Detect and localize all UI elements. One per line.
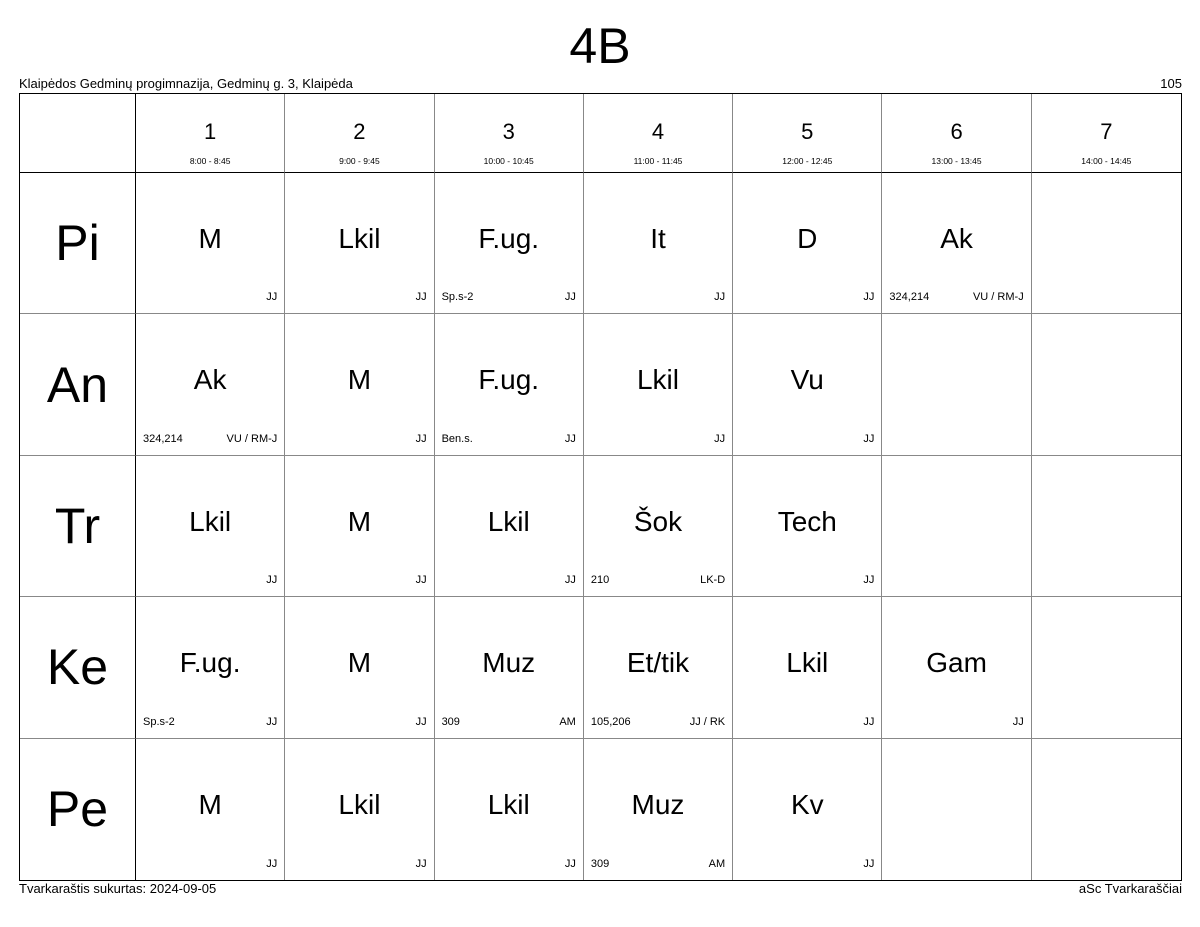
lesson-subject: Lkil [189, 505, 232, 537]
lesson-cell [136, 739, 285, 880]
lesson-teacher: JJ [863, 574, 875, 587]
lesson-teacher: JJ [863, 291, 875, 304]
lesson-teacher: JJ [564, 857, 576, 870]
lesson-cell [136, 314, 285, 455]
lesson-subject: Ak [193, 364, 227, 396]
software-credit: aSc Tvarkaraščiai [1078, 881, 1182, 896]
period-time: 10:00 - 10:45 [483, 156, 534, 166]
day-label: An [46, 356, 109, 413]
lesson-teacher: JJ [415, 432, 427, 445]
period-header [584, 94, 733, 173]
lesson-subject: Tech [777, 505, 837, 537]
lesson-subject: F.ug. [478, 364, 540, 396]
lesson-teacher: JJ [564, 291, 576, 304]
lesson-cell [435, 314, 584, 455]
period-number: 4 [651, 119, 665, 144]
day-label: Pe [46, 781, 109, 838]
lesson-teacher: JJ [415, 574, 427, 587]
lesson-teacher: JJ [564, 574, 576, 587]
lesson-cell [882, 739, 1031, 880]
lesson-subject: D [797, 223, 818, 254]
period-time: 11:00 - 11:45 [633, 156, 683, 166]
lesson-cell [136, 597, 285, 738]
lesson-room: Sp.s-2 [143, 715, 175, 728]
day-label: Ke [46, 639, 109, 696]
lesson-subject: Lkil [487, 505, 530, 537]
lesson-room: 324,214 [889, 291, 930, 304]
lesson-subject: M [347, 647, 372, 679]
lesson-subject: Gam [926, 647, 987, 679]
lesson-cell [733, 314, 882, 455]
lesson-subject: Muz [482, 647, 536, 679]
lesson-cell [1032, 456, 1181, 597]
lesson-cell [285, 173, 434, 314]
lesson-cell [882, 597, 1031, 738]
day-cell [20, 173, 136, 314]
lesson-room: 309 [441, 715, 460, 728]
lesson-cell [1032, 314, 1181, 455]
lesson-teacher: JJ [714, 432, 726, 445]
period-number: 2 [353, 119, 366, 144]
lesson-cell [584, 314, 733, 455]
lesson-teacher: JJ [863, 857, 875, 870]
period-number: 3 [502, 119, 515, 144]
lesson-teacher: JJ [415, 715, 427, 728]
day-cell [20, 739, 136, 880]
lesson-teacher: JJ [266, 291, 278, 304]
period-time: 14:00 - 14:45 [1081, 156, 1132, 166]
lesson-subject: M [347, 364, 372, 396]
period-time: 13:00 - 13:45 [931, 156, 982, 166]
lesson-cell [584, 597, 733, 738]
day-cell [20, 314, 136, 455]
lesson-cell [882, 314, 1031, 455]
school-name: Klaipėdos Gedminų progimnazija, Gedminų g. 3, Klaipėda [19, 76, 353, 91]
lesson-teacher: JJ [266, 857, 278, 870]
created-date: Tvarkaraštis sukurtas: 2024-09-05 [19, 881, 217, 896]
page-number: 105 [1160, 76, 1182, 91]
lesson-teacher: JJ [564, 432, 576, 445]
period-number: 7 [1100, 119, 1113, 144]
period-number: 1 [204, 119, 217, 144]
lesson-room: 210 [590, 574, 610, 587]
lesson-subject: It [650, 223, 666, 254]
lesson-room: 309 [590, 857, 610, 870]
lesson-subject: Lkil [786, 647, 829, 679]
period-time: 8:00 - 8:45 [189, 156, 231, 166]
lesson-cell [285, 597, 434, 738]
lesson-subject: Kv [790, 788, 824, 820]
lesson-teacher: JJ [1012, 715, 1024, 728]
lesson-teacher: AM [559, 715, 576, 728]
day-label: Tr [54, 497, 101, 554]
lesson-subject: Lkil [487, 788, 530, 820]
period-number: 5 [801, 119, 814, 144]
lesson-cell [1032, 739, 1181, 880]
lesson-subject: Šok [633, 505, 683, 537]
lesson-cell [435, 597, 584, 738]
lesson-teacher: VU / RM-J [226, 432, 278, 445]
lesson-cell [435, 456, 584, 597]
lesson-subject: F.ug. [478, 223, 540, 254]
lesson-subject: M [347, 505, 372, 537]
lesson-teacher: JJ [863, 432, 875, 445]
lesson-subject: M [198, 223, 222, 254]
lesson-cell [136, 456, 285, 597]
lesson-cell [584, 173, 733, 314]
lesson-subject: F.ug. [179, 647, 241, 679]
period-header [285, 94, 434, 173]
period-header [435, 94, 584, 173]
period-time: 9:00 - 9:45 [339, 156, 380, 166]
lesson-subject: Et/tik [626, 647, 690, 679]
day-label: Pi [55, 215, 100, 272]
lesson-cell [285, 739, 434, 880]
lesson-cell [733, 739, 882, 880]
period-header [1032, 94, 1181, 173]
lesson-subject: Lkil [636, 364, 679, 396]
lesson-room: 105,206 [590, 715, 631, 728]
period-number: 6 [950, 119, 963, 144]
lesson-cell [733, 456, 882, 597]
lesson-teacher: LK-D [700, 574, 726, 587]
period-time: 12:00 - 12:45 [782, 156, 833, 166]
lesson-room: Sp.s-2 [441, 291, 474, 304]
lesson-cell [584, 739, 733, 880]
lesson-cell [1032, 173, 1181, 314]
lesson-cell [584, 456, 733, 597]
lesson-cell [285, 314, 434, 455]
day-cell [20, 456, 136, 597]
lesson-teacher: JJ / RK [689, 715, 726, 728]
lesson-teacher: AM [708, 857, 726, 870]
lesson-teacher: JJ [415, 857, 427, 870]
timetable-grid [19, 93, 1182, 881]
day-cell [20, 597, 136, 738]
lesson-cell [733, 597, 882, 738]
lesson-cell [882, 173, 1031, 314]
lesson-cell [285, 456, 434, 597]
period-header [136, 94, 285, 173]
lesson-teacher: JJ [415, 291, 427, 304]
lesson-subject: Lkil [338, 223, 381, 254]
period-header [882, 94, 1031, 173]
period-header [733, 94, 882, 173]
lesson-subject: M [198, 788, 222, 820]
lesson-cell [733, 173, 882, 314]
lesson-teacher: JJ [266, 574, 278, 587]
lesson-cell [435, 739, 584, 880]
lesson-cell [1032, 597, 1181, 738]
lesson-room: Ben.s. [441, 432, 473, 445]
lesson-subject: Ak [940, 223, 973, 254]
lesson-teacher: JJ [714, 291, 726, 304]
corner-cell [20, 94, 136, 173]
lesson-subject: Muz [631, 788, 685, 820]
lesson-subject: Vu [790, 364, 824, 396]
class-title: 4B [569, 18, 631, 74]
lesson-cell [882, 456, 1031, 597]
lesson-teacher: JJ [266, 715, 278, 728]
lesson-room: 324,214 [143, 432, 183, 445]
lesson-teacher: JJ [863, 715, 875, 728]
lesson-subject: Lkil [338, 788, 381, 820]
lesson-teacher: VU / RM-J [972, 291, 1024, 304]
lesson-cell [435, 173, 584, 314]
lesson-cell [136, 173, 285, 314]
